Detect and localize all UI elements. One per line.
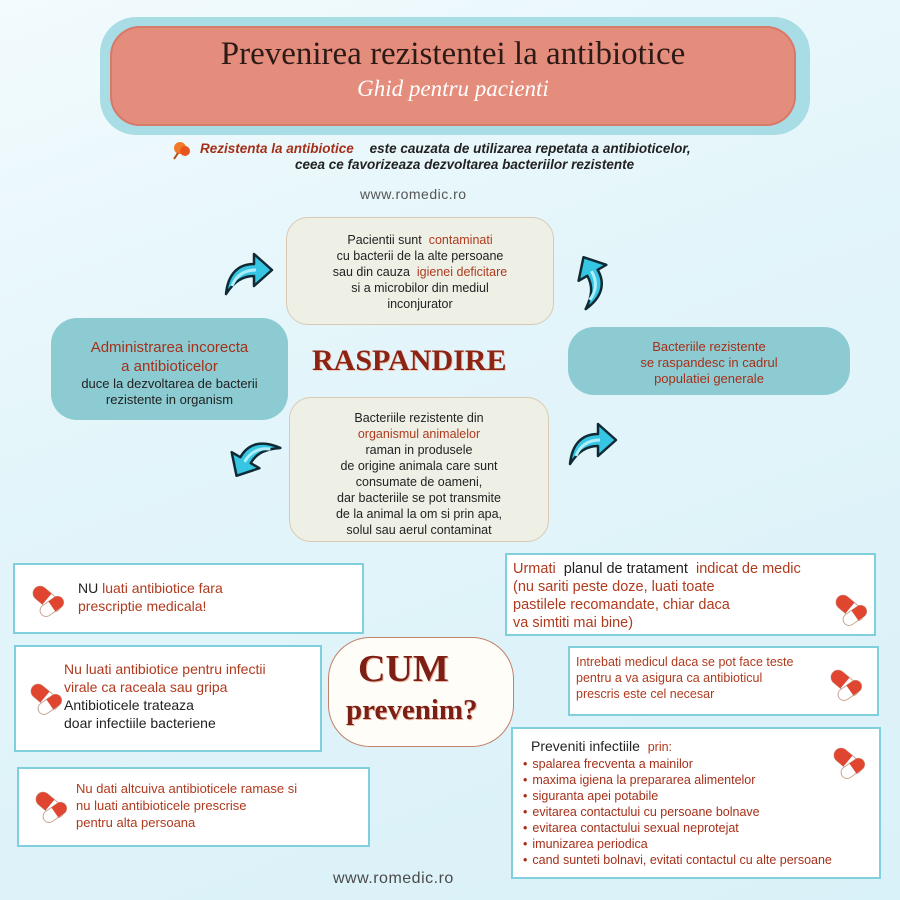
cycle-box-misuse xyxy=(51,318,288,420)
cycle-right-text: populatiei generale xyxy=(654,371,764,386)
list-item: • evitarea contactului sexual neprotejat xyxy=(523,820,832,836)
cycle-top-text: cu bacterii de la alte persoane xyxy=(336,249,504,263)
tip3-text: nu luati antibioticele prescrise xyxy=(76,798,247,813)
pill-icon xyxy=(25,677,65,717)
cycle-bottom-text: de origine animala care sunt xyxy=(340,459,498,473)
cycle-top-text: si a microbilor din mediul xyxy=(351,281,489,295)
cycle-box-animals xyxy=(289,397,549,542)
list-item: • cand sunteti bolnavi, evitati contactul cu alte persoane xyxy=(523,852,832,868)
prevention-heading-cum: CUM xyxy=(358,648,449,690)
push-pin-icon xyxy=(170,138,194,162)
curved-arrow-icon xyxy=(211,416,293,498)
intro-text-1: este cauzata de utilizarea repetata a antibioticelor, xyxy=(369,141,691,156)
tip5-text: Intrebati medicul daca se pot face teste xyxy=(576,655,794,669)
pill-icon xyxy=(30,785,70,825)
cycle-bottom-highlight: organismul animalelor xyxy=(357,427,481,441)
page-title: Prevenirea rezistentei la antibiotice xyxy=(220,36,686,72)
cycle-bottom-text: Bacteriile rezistente din xyxy=(354,411,484,425)
cycle-top-highlight: igienei deficitare xyxy=(416,265,508,279)
cycle-left-highlight: Administrarea incorecta xyxy=(90,339,249,356)
curved-arrow-icon xyxy=(562,414,622,474)
intro-line-1 xyxy=(200,141,691,156)
pill-icon xyxy=(830,588,870,628)
website-url-top[interactable]: www.romedic.ro xyxy=(360,186,467,202)
cycle-bottom-text: consumate de oameni, xyxy=(355,475,483,489)
tip6-title: Preveniti infectiile xyxy=(531,738,640,754)
cycle-top-text: Pacientii sunt xyxy=(347,233,422,247)
tip-viral-infections xyxy=(14,645,322,752)
cycle-bottom-text: solul sau aerul contaminat xyxy=(346,523,492,537)
tip1-text: prescriptie medicala! xyxy=(78,598,207,614)
tip4-text: indicat de medic xyxy=(695,561,801,577)
cycle-bottom-text: dar bacteriile se pot transmite xyxy=(337,491,501,505)
intro-highlight: Rezistenta la antibiotice xyxy=(200,141,354,156)
tip4-emphasis: planul de tratament xyxy=(563,561,688,577)
curved-arrow-icon xyxy=(551,239,633,321)
website-url-bottom[interactable]: www.romedic.ro xyxy=(333,870,454,887)
list-item: • maxima igiena la prepararea alimentelor xyxy=(523,772,832,788)
cycle-top-text: sau din cauza xyxy=(332,265,410,279)
tip-no-prescription xyxy=(13,563,364,634)
tip2-highlight: virale ca raceala sau gripa xyxy=(64,679,228,695)
cycle-center-heading: RASPANDIRE xyxy=(312,344,507,377)
cycle-bottom-text: de la animal la om si prin apa, xyxy=(335,507,503,521)
tip3-text: Nu dati altcuiva antibioticele ramase si xyxy=(76,781,298,796)
cycle-box-contamination xyxy=(286,217,554,325)
tip1-nu: NU xyxy=(78,580,99,596)
tip4-text: pastilele recomandate, chiar daca xyxy=(513,597,730,613)
cycle-box-spread xyxy=(568,327,850,395)
tip-no-sharing xyxy=(17,767,370,847)
prevention-list xyxy=(523,756,832,868)
tip1-text: luati antibiotice fara xyxy=(102,580,223,596)
tip4-text: Urmati xyxy=(513,561,556,577)
curved-arrow-icon xyxy=(218,244,278,304)
tip-prevent-infections xyxy=(511,727,881,879)
list-item: • spalarea frecventa a mainilor xyxy=(523,756,832,772)
intro-line-2: ceea ce favorizeaza dezvoltarea bacteriilor rezistente xyxy=(295,157,635,172)
pill-icon xyxy=(27,579,67,619)
tip3-text: pentru alta persoana xyxy=(76,815,196,830)
list-item: • imunizarea periodica xyxy=(523,836,832,852)
tip6-prin: prin: xyxy=(647,740,673,754)
tip-ask-doctor xyxy=(568,646,879,716)
tip2-highlight: Nu luati antibiotice pentru infectii xyxy=(64,661,266,677)
tip4-text: (nu sariti peste doze, luati toate xyxy=(513,579,715,595)
tip2-text: doar infectiile bacteriene xyxy=(64,715,216,731)
tip5-text: prescris este cel necesar xyxy=(576,687,715,701)
cycle-right-text: se raspandesc in cadrul xyxy=(640,355,778,370)
cycle-right-text: Bacteriile rezistente xyxy=(652,339,766,354)
cycle-bottom-text: raman in produsele xyxy=(365,443,473,457)
cycle-top-text: inconjurator xyxy=(387,297,453,311)
cycle-top-highlight: contaminati xyxy=(428,233,493,247)
cycle-left-text: rezistente in organism xyxy=(105,392,234,407)
pill-icon xyxy=(828,741,868,781)
page-subtitle: Ghid pentru pacienti xyxy=(357,76,549,101)
list-item: • evitarea contactului cu persoane bolnave xyxy=(523,804,832,820)
cycle-left-text: duce la dezvoltarea de bacterii xyxy=(81,376,258,391)
tip2-text: Antibioticele trateaza xyxy=(64,697,194,713)
tip4-text: va simtiti mai bine) xyxy=(513,615,634,631)
tip-treatment-plan xyxy=(505,553,876,636)
pill-icon xyxy=(825,663,865,703)
cycle-left-highlight: a antibioticelor xyxy=(121,358,218,375)
prevention-heading-prevenim: prevenim? xyxy=(346,694,478,726)
list-item: • siguranta apei potabile xyxy=(523,788,832,804)
tip5-text: pentru a va asigura ca antibioticul xyxy=(576,671,763,685)
